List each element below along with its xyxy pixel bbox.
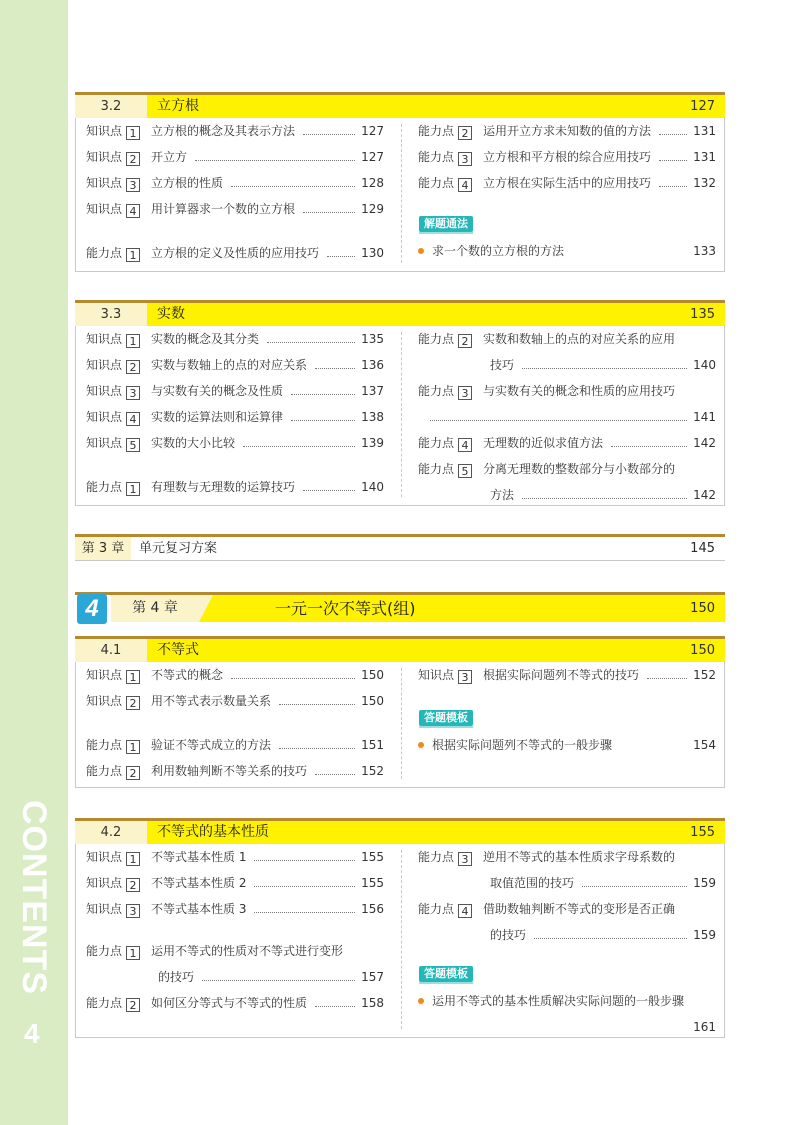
side-spine (0, 0, 68, 1125)
entry-number-box: 3 (458, 152, 472, 166)
column-divider (401, 850, 402, 1029)
entry-page: 150 (361, 694, 384, 708)
entry-number-box: 2 (126, 998, 140, 1012)
entry-kind: 知识点 (86, 876, 123, 890)
toc-entry[interactable] (86, 174, 384, 192)
entry-number-box: 2 (126, 766, 140, 780)
entry-page: 150 (361, 668, 384, 682)
entry-title: 无理数的近似求值方法 (483, 436, 604, 450)
entry-title: 与实数有关的概念及性质 (151, 384, 284, 398)
section-title: 实数 (147, 303, 725, 326)
entry-page: 133 (693, 244, 716, 258)
bullet-icon (418, 742, 424, 748)
entry-kind: 知识点 (86, 902, 123, 916)
entry-number-box: 1 (126, 248, 140, 262)
entry-kind: 知识点 (86, 694, 123, 708)
section-title: 立方根 (147, 95, 725, 118)
review-page: 145 (690, 541, 715, 556)
leader-dots (291, 420, 355, 421)
entry-title: 实数的大小比较 (151, 436, 236, 450)
entry-title: 不等式基本性质 2 (151, 876, 247, 890)
toc-entry[interactable] (86, 478, 384, 496)
toc-entry[interactable] (86, 408, 384, 426)
entry-page: 131 (693, 124, 716, 138)
toc-entry[interactable] (86, 692, 384, 710)
entry-title: 运用不等式的性质对不等式进行变形 (151, 944, 344, 958)
entry-page: 140 (693, 358, 716, 372)
entry-title: 借助数轴判断不等式的变形是否正确 (483, 902, 676, 916)
chapter-4-header[interactable] (75, 592, 725, 622)
entry-kind: 能力点 (86, 996, 123, 1010)
leader-dots (254, 912, 355, 913)
section-header[interactable] (75, 818, 725, 844)
spine-page-number: 4 (24, 1018, 40, 1049)
leader-dots (611, 446, 687, 447)
entry-page: 142 (693, 488, 716, 502)
toc-entry[interactable] (86, 330, 384, 348)
chapter-label: 第 4 章 (111, 595, 199, 622)
special-entry[interactable] (418, 992, 716, 1036)
entry-number-box: 1 (126, 482, 140, 496)
leader-dots (231, 678, 355, 679)
toc-entry[interactable] (86, 356, 384, 374)
entry-title: 不等式的概念 (151, 668, 224, 682)
entry-number-box: 2 (458, 126, 472, 140)
entry-kind: 能力点 (418, 176, 455, 190)
column-divider (401, 124, 402, 263)
entry-page: 130 (361, 246, 384, 260)
entry-page: 137 (361, 384, 384, 398)
toc-entry[interactable] (86, 122, 384, 140)
entry-page: 139 (361, 436, 384, 450)
section-title: 不等式的基本性质 (147, 821, 725, 844)
section-4-1 (75, 636, 725, 788)
entry-kind: 知识点 (86, 124, 123, 138)
entry-number-box: 4 (458, 438, 472, 452)
entry-page: 135 (361, 332, 384, 346)
entry-title: 实数和数轴上的点的对应关系的应用 (483, 332, 676, 346)
entry-kind: 知识点 (86, 150, 123, 164)
entry-title: 用不等式表示数量关系 (151, 694, 272, 708)
entry-number-box: 5 (126, 438, 140, 452)
toc-entry[interactable] (418, 460, 716, 504)
entry-title: 立方根在实际生活中的应用技巧 (483, 176, 652, 190)
entry-kind: 能力点 (418, 124, 455, 138)
entry-title: 分离无理数的整数部分与小数部分的 (483, 462, 676, 476)
toc-entry[interactable] (86, 942, 384, 986)
special-entry-title: 运用不等式的基本性质解决实际问题的一般步骤 (432, 994, 685, 1008)
entry-kind: 知识点 (86, 202, 123, 216)
entry-title: 有理数与无理数的运算技巧 (151, 480, 296, 494)
toc-entry[interactable] (418, 174, 716, 192)
entry-title: 根据实际问题列不等式的技巧 (483, 668, 640, 682)
section-3-3 (75, 300, 725, 506)
entry-number-box: 5 (458, 464, 472, 478)
toc-entry[interactable] (86, 900, 384, 918)
entry-title: 不等式基本性质 1 (151, 850, 247, 864)
entry-page: 154 (693, 738, 716, 752)
entry-title: 实数的概念及其分类 (151, 332, 260, 346)
entry-number-box: 1 (126, 126, 140, 140)
entry-kind: 能力点 (86, 944, 123, 958)
entry-number-box: 1 (126, 740, 140, 754)
entry-kind: 能力点 (418, 436, 455, 450)
entry-number-box: 4 (126, 412, 140, 426)
chapter-title: 一元一次不等式(组) (275, 599, 416, 618)
leader-dots (659, 160, 687, 161)
entry-page: 151 (361, 738, 384, 752)
entry-kind: 知识点 (86, 332, 123, 346)
entry-title: 不等式基本性质 3 (151, 902, 247, 916)
leader-dots (254, 886, 355, 887)
entry-kind: 能力点 (86, 480, 123, 494)
leader-dots (303, 490, 355, 491)
entry-page: 138 (361, 410, 384, 424)
entry-title: 立方根的性质 (151, 176, 224, 190)
entry-number-box: 2 (126, 696, 140, 710)
entry-title: 实数与数轴上的点的对应关系 (151, 358, 308, 372)
section-page: 127 (690, 99, 715, 114)
leader-dots (243, 446, 355, 447)
toc-entry[interactable] (86, 382, 384, 400)
entry-number-box: 1 (126, 852, 140, 866)
entry-number-box: 3 (126, 178, 140, 192)
toc-entry[interactable] (418, 848, 716, 892)
toc-entry[interactable] (86, 200, 384, 218)
entry-kind: 能力点 (418, 462, 455, 476)
entry-title: 立方根和平方根的综合应用技巧 (483, 150, 652, 164)
section-3-2 (75, 92, 725, 272)
entry-kind: 能力点 (418, 332, 455, 346)
entry-kind: 能力点 (418, 850, 455, 864)
entry-kind: 能力点 (418, 384, 455, 398)
leader-dots (303, 212, 355, 213)
entry-kind: 知识点 (86, 850, 123, 864)
toc-entry[interactable] (86, 762, 384, 780)
special-entry-title: 根据实际问题列不等式的一般步骤 (432, 738, 613, 752)
leader-dots (279, 704, 355, 705)
entry-title: 与实数有关的概念和性质的应用技巧 (483, 384, 676, 398)
section-header[interactable] (75, 300, 725, 326)
section-number: 3.3 (75, 303, 147, 326)
leader-dots (582, 886, 687, 887)
special-tag: 答题模板 (419, 710, 473, 726)
entry-page: 155 (361, 850, 384, 864)
toc-entry[interactable] (418, 330, 716, 374)
leader-dots (522, 498, 687, 499)
column-divider (401, 668, 402, 779)
leader-dots (231, 186, 355, 187)
entry-number-box: 3 (458, 670, 472, 684)
entry-number-box: 1 (126, 334, 140, 348)
entry-title: 逆用不等式的基本性质求字母系数的 (483, 850, 676, 864)
spine-contents-word: CONTENTS (15, 800, 53, 995)
toc-entry[interactable] (418, 122, 716, 140)
entry-title: 利用数轴判断不等关系的技巧 (151, 764, 308, 778)
entry-page: 132 (693, 176, 716, 190)
entry-number-box: 4 (458, 904, 472, 918)
entry-number-box: 3 (458, 386, 472, 400)
leader-dots (315, 368, 355, 369)
leader-dots (279, 748, 355, 749)
section-header[interactable] (75, 92, 725, 118)
entry-page: 140 (361, 480, 384, 494)
entry-title: 验证不等式成立的方法 (151, 738, 272, 752)
entry-page: 152 (693, 668, 716, 682)
chapter-page: 150 (690, 601, 715, 616)
entry-page: 136 (361, 358, 384, 372)
entry-kind: 能力点 (86, 246, 123, 260)
entry-number-box: 3 (126, 386, 140, 400)
entry-page: 128 (361, 176, 384, 190)
entry-kind: 知识点 (86, 668, 123, 682)
entry-title-continued: 取值范围的技巧 (490, 876, 575, 890)
special-entry-title: 求一个数的立方根的方法 (432, 244, 565, 258)
entry-kind: 能力点 (86, 738, 123, 752)
section-4-2 (75, 818, 725, 1038)
section-number: 4.2 (75, 821, 147, 844)
entry-kind: 知识点 (418, 668, 455, 682)
review-title: 单元复习方案 (139, 541, 218, 556)
leader-dots (303, 134, 355, 135)
entry-page: 159 (693, 928, 716, 942)
entry-number-box: 2 (458, 334, 472, 348)
leader-dots (195, 160, 355, 161)
toc-entry[interactable] (418, 434, 716, 452)
leader-dots (315, 774, 355, 775)
toc-entry[interactable] (418, 666, 716, 684)
leader-dots (534, 938, 687, 939)
section-number: 4.1 (75, 639, 147, 662)
entry-number-box: 2 (126, 878, 140, 892)
toc-entry[interactable] (418, 148, 716, 166)
entry-number-box: 3 (458, 852, 472, 866)
special-tag: 解题通法 (419, 216, 473, 232)
column-divider (401, 332, 402, 497)
entry-page: 127 (361, 150, 384, 164)
entry-title: 用计算器求一个数的立方根 (151, 202, 296, 216)
entry-page: 158 (361, 996, 384, 1010)
entry-page: 129 (361, 202, 384, 216)
entry-page: 156 (361, 902, 384, 916)
special-tag: 答题模板 (419, 966, 473, 982)
toc-entry[interactable] (86, 736, 384, 754)
entry-page: 159 (693, 876, 716, 890)
chapter-3-review[interactable] (75, 534, 725, 561)
entry-number-box: 4 (458, 178, 472, 192)
entry-kind: 知识点 (86, 176, 123, 190)
leader-dots (647, 678, 687, 679)
leader-dots (202, 980, 355, 981)
review-chapter-label: 第 3 章 (75, 537, 131, 560)
chapter-number-icon: 4 (77, 594, 107, 624)
entry-title: 立方根的定义及性质的应用技巧 (151, 246, 320, 260)
entry-kind: 知识点 (86, 410, 123, 424)
section-page: 135 (690, 307, 715, 322)
toc-entry[interactable] (86, 244, 384, 262)
leader-dots (430, 420, 687, 421)
leader-dots (315, 1006, 355, 1007)
entry-title: 开立方 (151, 150, 188, 164)
entry-title: 运用开立方求未知数的值的方法 (483, 124, 652, 138)
toc-entry[interactable] (86, 994, 384, 1012)
entry-kind: 知识点 (86, 358, 123, 372)
entry-page: 161 (693, 1020, 716, 1034)
entry-kind: 知识点 (86, 436, 123, 450)
toc-entry[interactable] (86, 666, 384, 684)
entry-number-box: 4 (126, 204, 140, 218)
entry-title-continued: 的技巧 (490, 928, 527, 942)
toc-entry[interactable] (418, 382, 716, 426)
entry-page: 131 (693, 150, 716, 164)
section-page: 150 (690, 643, 715, 658)
entry-title-continued: 技巧 (490, 358, 515, 372)
entry-number-box: 2 (126, 152, 140, 166)
entry-page: 142 (693, 436, 716, 450)
entry-title-continued: 方法 (490, 488, 515, 502)
toc-entry[interactable] (86, 148, 384, 166)
entry-page: 141 (693, 410, 716, 424)
entry-kind: 能力点 (418, 150, 455, 164)
section-page: 155 (690, 825, 715, 840)
toc-entry[interactable] (86, 874, 384, 892)
section-header[interactable] (75, 636, 725, 662)
bullet-icon (418, 998, 424, 1004)
entry-kind: 能力点 (86, 764, 123, 778)
leader-dots (522, 368, 687, 369)
leader-dots (327, 256, 355, 257)
bullet-icon (418, 248, 424, 254)
entry-number-box: 2 (126, 360, 140, 374)
entry-page: 152 (361, 764, 384, 778)
leader-dots (659, 186, 687, 187)
special-entry[interactable] (418, 736, 716, 754)
entry-number-box: 1 (126, 946, 140, 960)
leader-dots (659, 134, 687, 135)
entry-title-continued: 的技巧 (158, 970, 195, 984)
leader-dots (267, 342, 355, 343)
special-entry[interactable] (418, 242, 716, 260)
leader-dots (254, 860, 355, 861)
entry-title: 如何区分等式与不等式的性质 (151, 996, 308, 1010)
entry-page: 157 (361, 970, 384, 984)
entry-kind: 能力点 (418, 902, 455, 916)
entry-title: 立方根的概念及其表示方法 (151, 124, 296, 138)
entry-page: 127 (361, 124, 384, 138)
toc-entry[interactable] (418, 900, 716, 944)
section-title: 不等式 (147, 639, 725, 662)
entry-page: 155 (361, 876, 384, 890)
entry-number-box: 1 (126, 670, 140, 684)
section-number: 3.2 (75, 95, 147, 118)
entry-title: 实数的运算法则和运算律 (151, 410, 284, 424)
toc-entry[interactable] (86, 848, 384, 866)
entry-number-box: 3 (126, 904, 140, 918)
entry-kind: 知识点 (86, 384, 123, 398)
leader-dots (291, 394, 355, 395)
toc-entry[interactable] (86, 434, 384, 452)
